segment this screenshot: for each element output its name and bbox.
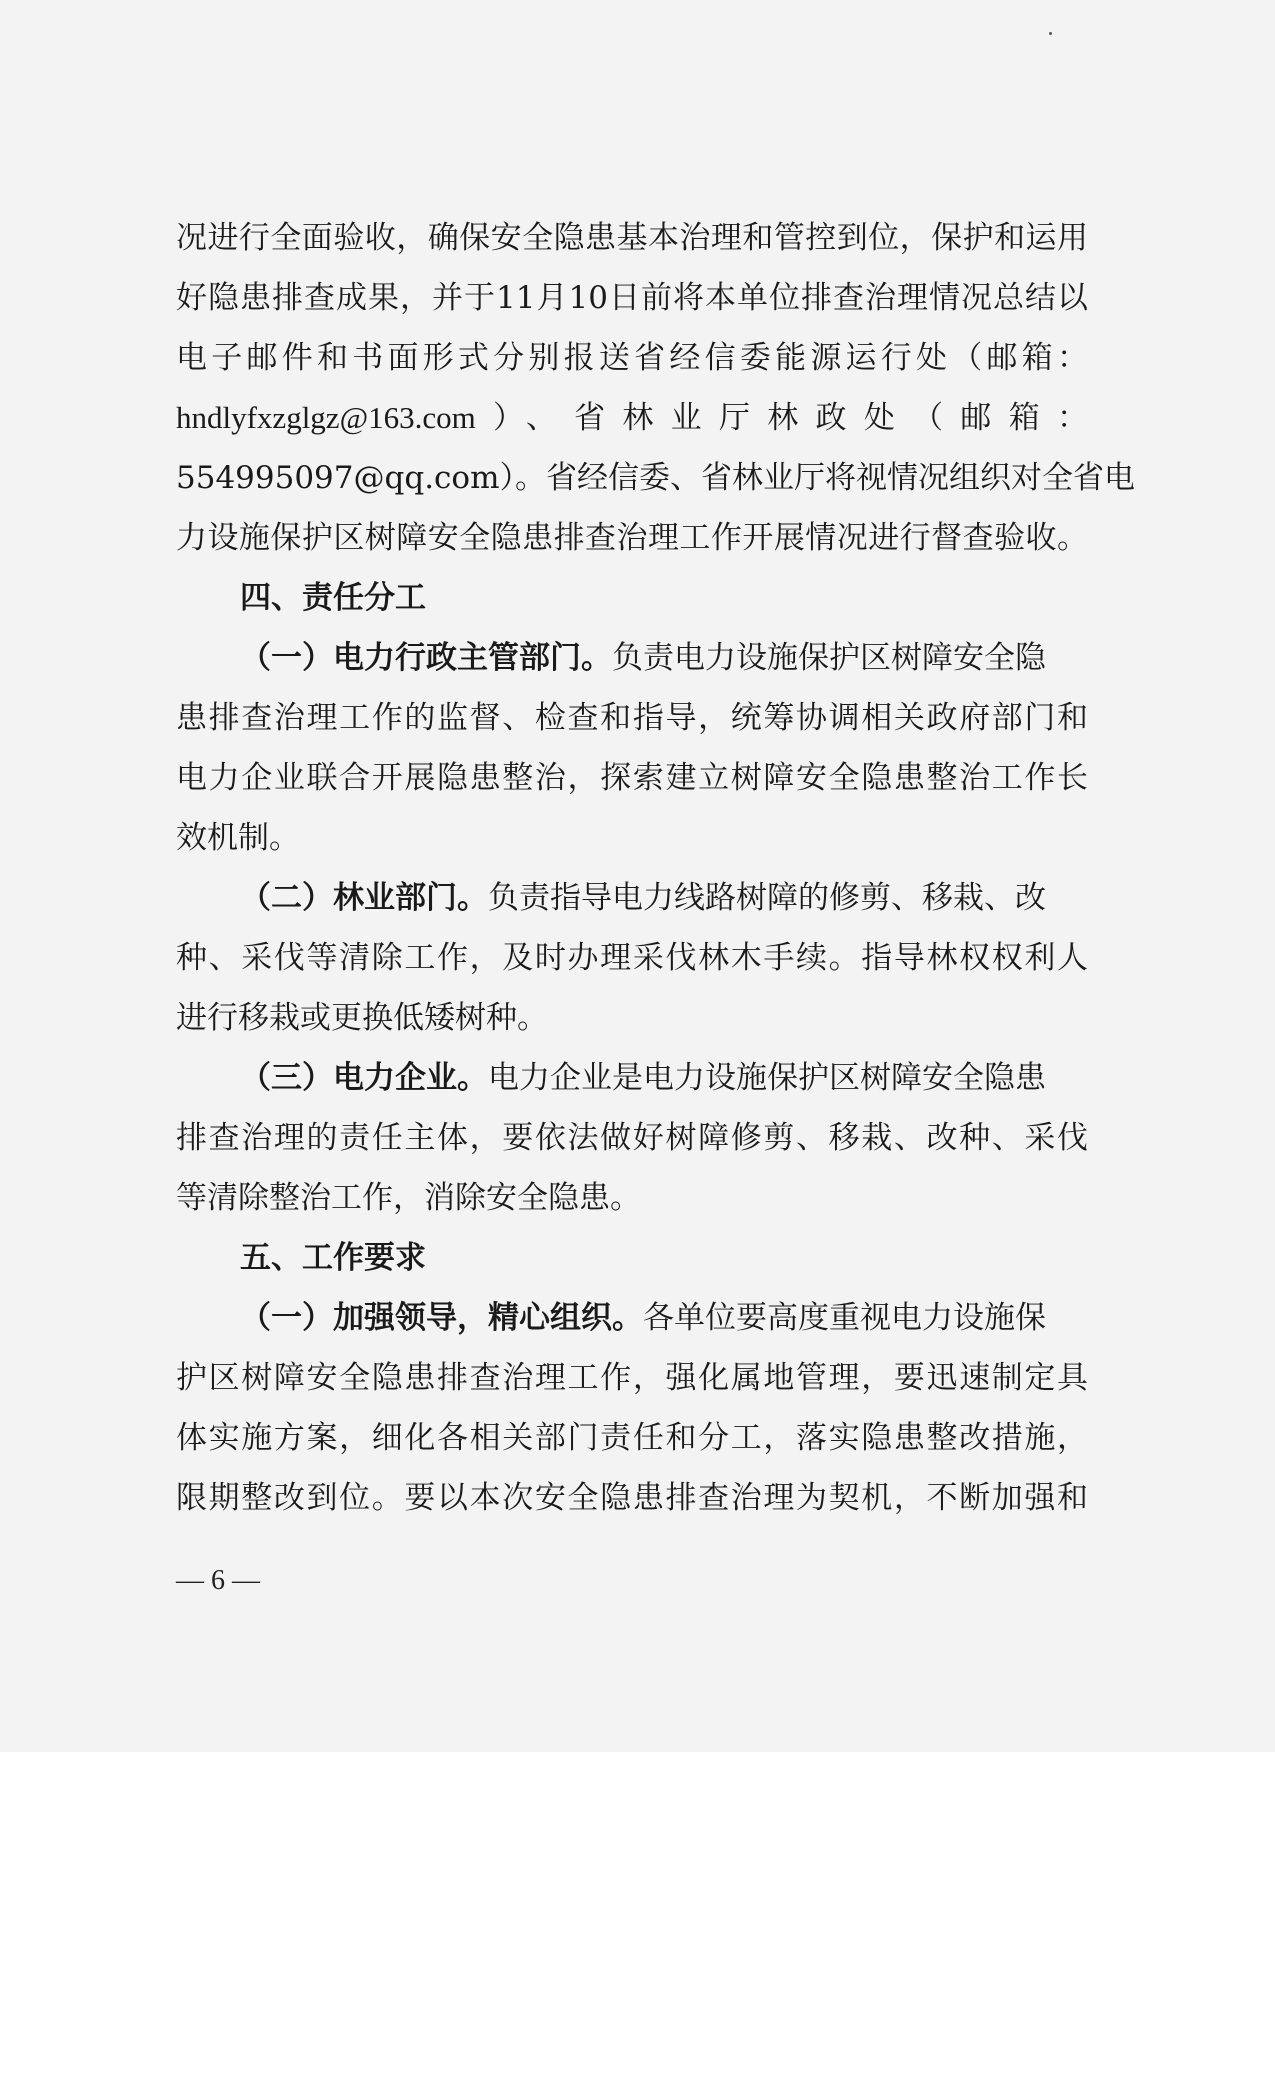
paragraph-first-line (176, 1288, 1088, 1348)
subsection-lead: （三）电力企业。 (240, 1060, 488, 1096)
subsection-lead: （二）林业部门。 (240, 880, 488, 916)
text-line: 好隐患排查成果，并于11月10日前将本单位排查治理情况总结以 (176, 280, 1088, 316)
text-line-email: hndlyfxzglgz@163.com）、省林业厅林政处（邮箱： (176, 400, 1088, 435)
subsection-lead: （一）电力行政主管部门。 (240, 640, 612, 676)
paragraph-text: 各单位要高度重视电力设施保 (643, 1300, 1046, 1336)
text-line: 限期整改到位。要以本次安全隐患排查治理为契机，不断加强和 (176, 1480, 1088, 1516)
text-line: 效机制。 (176, 820, 300, 856)
paragraph-text: 电力企业是电力设施保护区树障安全隐患 (488, 1060, 1046, 1096)
page-number: — 6 — (176, 1565, 260, 1596)
section-heading-requirements: 五、工作要求 (240, 1240, 426, 1276)
section-heading-responsibilities: 四、责任分工 (240, 580, 426, 616)
document-body (176, 208, 1135, 1528)
text-line: 护区树障安全隐患排查治理工作，强化属地管理，要迅速制定具 (176, 1360, 1088, 1396)
text-line: 等清除整治工作，消除安全隐患。 (176, 1180, 641, 1216)
text-line: 554995097@qq.com）。省经信委、省林业厅将视情况组织对全省电 (176, 460, 1135, 496)
paragraph-first-line (176, 1048, 1088, 1108)
paragraph-text: 负责电力设施保护区树障安全隐 (612, 640, 1046, 676)
paragraph-first-line (176, 628, 1088, 688)
scan-speck (1049, 32, 1052, 35)
text-line: 进行移栽或更换低矮树种。 (176, 1000, 548, 1036)
text-line: 种、采伐等清除工作，及时办理采伐林木手续。指导林权权利人 (176, 940, 1088, 976)
text-line: 电力企业联合开展隐患整治，探索建立树障安全隐患整治工作长 (176, 760, 1088, 796)
text-line: 电子邮件和书面形式分别报送省经信委能源运行处（邮箱： (176, 340, 1088, 376)
paragraph-text: 负责指导电力线路树障的修剪、移栽、改 (488, 880, 1046, 916)
text-line: 力设施保护区树障安全隐患排查治理工作开展情况进行督查验收。 (176, 520, 1088, 556)
text-line: 排查治理的责任主体，要依法做好树障修剪、移栽、改种、采伐 (176, 1120, 1088, 1156)
subsection-lead: （一）加强领导，精心组织。 (240, 1300, 643, 1336)
text-line: 况进行全面验收，确保安全隐患基本治理和管控到位，保护和运用 (176, 220, 1088, 256)
text-line: 体实施方案，细化各相关部门责任和分工，落实隐患整改措施， (176, 1420, 1088, 1456)
paragraph-first-line (176, 868, 1088, 928)
text-line: 患排查治理工作的监督、检查和指导，统筹协调相关政府部门和 (176, 700, 1088, 736)
